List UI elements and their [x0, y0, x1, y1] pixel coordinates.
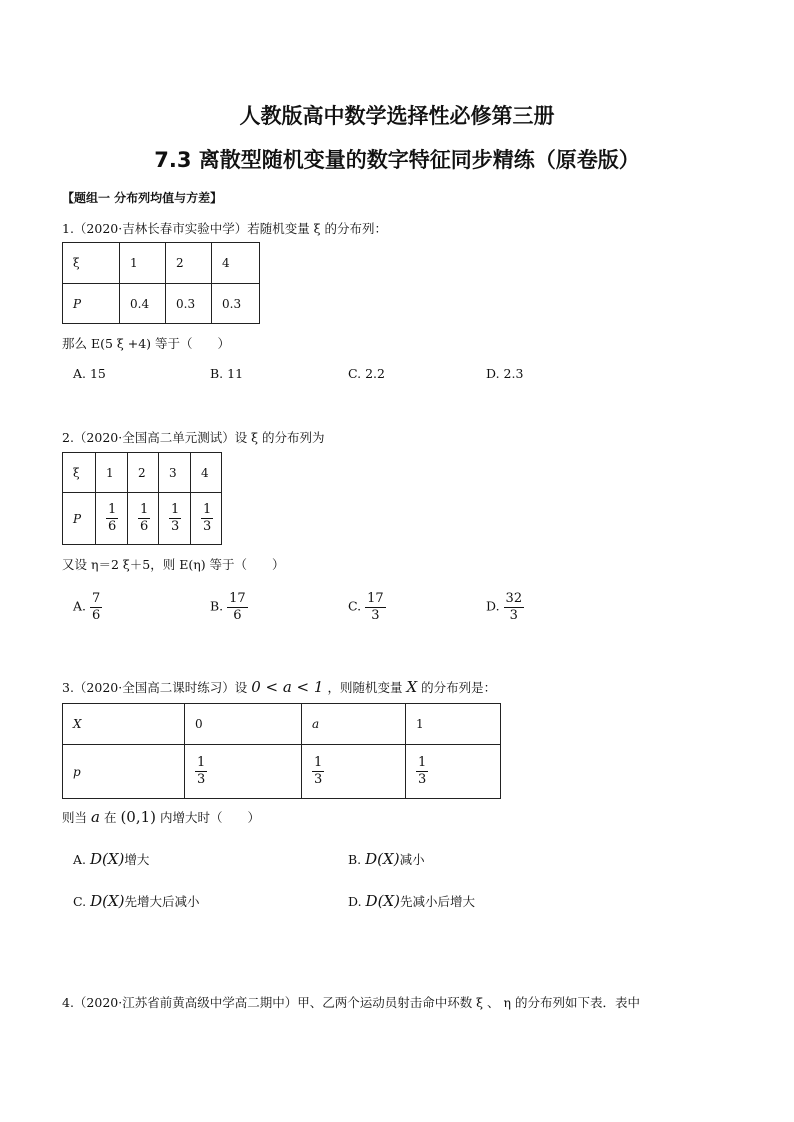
q1-cell: 0.4 — [120, 284, 166, 324]
q1-cell: 2 — [166, 243, 212, 284]
q1-question: 那么 E(5 ξ +4) 等于（ ） — [62, 336, 231, 351]
q3-cell: 0 — [185, 704, 302, 745]
q3-cell — [302, 745, 406, 799]
q2-distribution-table — [62, 452, 222, 545]
q1-cell: 4 — [212, 243, 260, 284]
q3-cell: p — [63, 745, 185, 799]
title-line-2: 7.3 离散型随机变量的数字特征同步精练（原卷版） — [154, 148, 640, 172]
fraction: $\frac{17}{3}$ — [367, 591, 384, 623]
q3-option-a[interactable]: A. D(X)增大 — [73, 850, 150, 868]
fraction: $\frac{32}{3}$ — [505, 591, 523, 623]
fraction: $\frac{1}{3}$ — [197, 755, 206, 787]
q3-cell — [185, 745, 302, 799]
q1-cell: P — [63, 284, 120, 324]
q2-cell — [159, 493, 191, 545]
q3-option-d[interactable]: D. D(X)先减小后增大 — [348, 892, 475, 910]
q2-stem: 2.（2020·全国高二单元测试）设 ξ 的分布列为 — [62, 430, 325, 445]
q1-cell: ξ — [63, 243, 120, 284]
q3-option-c[interactable]: C. D(X)先增大后减小 — [73, 892, 200, 910]
q2-option-d[interactable]: D. $\frac{32}{3}$ — [486, 591, 523, 623]
q2-cell: P — [63, 493, 96, 545]
group-heading: 【题组一 分布列均值与方差】 — [62, 191, 223, 205]
fraction: $\frac{1}{6}$ — [140, 502, 149, 534]
q1-option-b[interactable]: B. 11 — [210, 366, 244, 381]
q3-question: 则当 a 在 (0,1) 内增大时（ ） — [62, 808, 260, 826]
q1-cell: 0.3 — [166, 284, 212, 324]
q3-cell — [406, 745, 501, 799]
fraction: $\frac{1}{3}$ — [314, 755, 323, 787]
fraction: $\frac{1}{3}$ — [418, 755, 427, 787]
fraction: $\frac{1}{6}$ — [108, 502, 117, 534]
q1-option-d[interactable]: D. 2.3 — [486, 366, 524, 381]
q3-cell: X — [63, 704, 185, 745]
q3-cell: 1 — [406, 704, 501, 745]
q1-option-c[interactable]: C. 2.2 — [348, 366, 385, 381]
q4-stem: 4.（2020·江苏省前黄高级中学高二期中）甲、乙两个运动员射击命中环数 ξ 、 η 的分布列如下表．表中 — [62, 995, 640, 1010]
q3-option-b[interactable]: B. D(X)减小 — [348, 850, 425, 868]
fraction: $\frac{1}{3}$ — [171, 502, 180, 534]
q2-cell: 4 — [191, 453, 222, 493]
q3-stem: 3.（2020·全国高二课时练习）设 0 < a < 1 ，则随机变量 X 的分布列是： — [62, 678, 497, 696]
q2-cell: 1 — [96, 453, 128, 493]
q1-option-a[interactable]: A. 15 — [73, 366, 106, 381]
title-line-1: 人教版高中数学选择性必修第三册 — [239, 104, 555, 128]
q2-question: 又设 η＝2 ξ＋5，则 E(η) 等于（ ） — [62, 557, 285, 572]
q1-cell: 1 — [120, 243, 166, 284]
q2-cell — [128, 493, 159, 545]
q2-cell — [191, 493, 222, 545]
q2-cell: ξ — [63, 453, 96, 493]
fraction: $\frac{7}{6}$ — [92, 591, 101, 623]
q3-cell: a — [302, 704, 406, 745]
q3-condition: 0 < a < 1 — [251, 678, 324, 696]
q3-distribution-table — [62, 703, 501, 799]
q2-cell — [96, 493, 128, 545]
q2-option-c[interactable]: C. $\frac{17}{3}$ — [348, 591, 384, 623]
fraction: $\frac{1}{3}$ — [203, 502, 212, 534]
q2-option-a[interactable]: A. $\frac{7}{6}$ — [73, 591, 101, 623]
q2-cell: 2 — [128, 453, 159, 493]
q2-option-b[interactable]: B. $\frac{17}{6}$ — [210, 591, 246, 623]
q1-cell: 0.3 — [212, 284, 260, 324]
fraction: $\frac{17}{6}$ — [229, 591, 246, 623]
q1-distribution-table — [62, 242, 260, 324]
q2-cell: 3 — [159, 453, 191, 493]
q1-stem: 1.（2020·吉林长春市实验中学）若随机变量 ξ 的分布列： — [62, 221, 388, 236]
